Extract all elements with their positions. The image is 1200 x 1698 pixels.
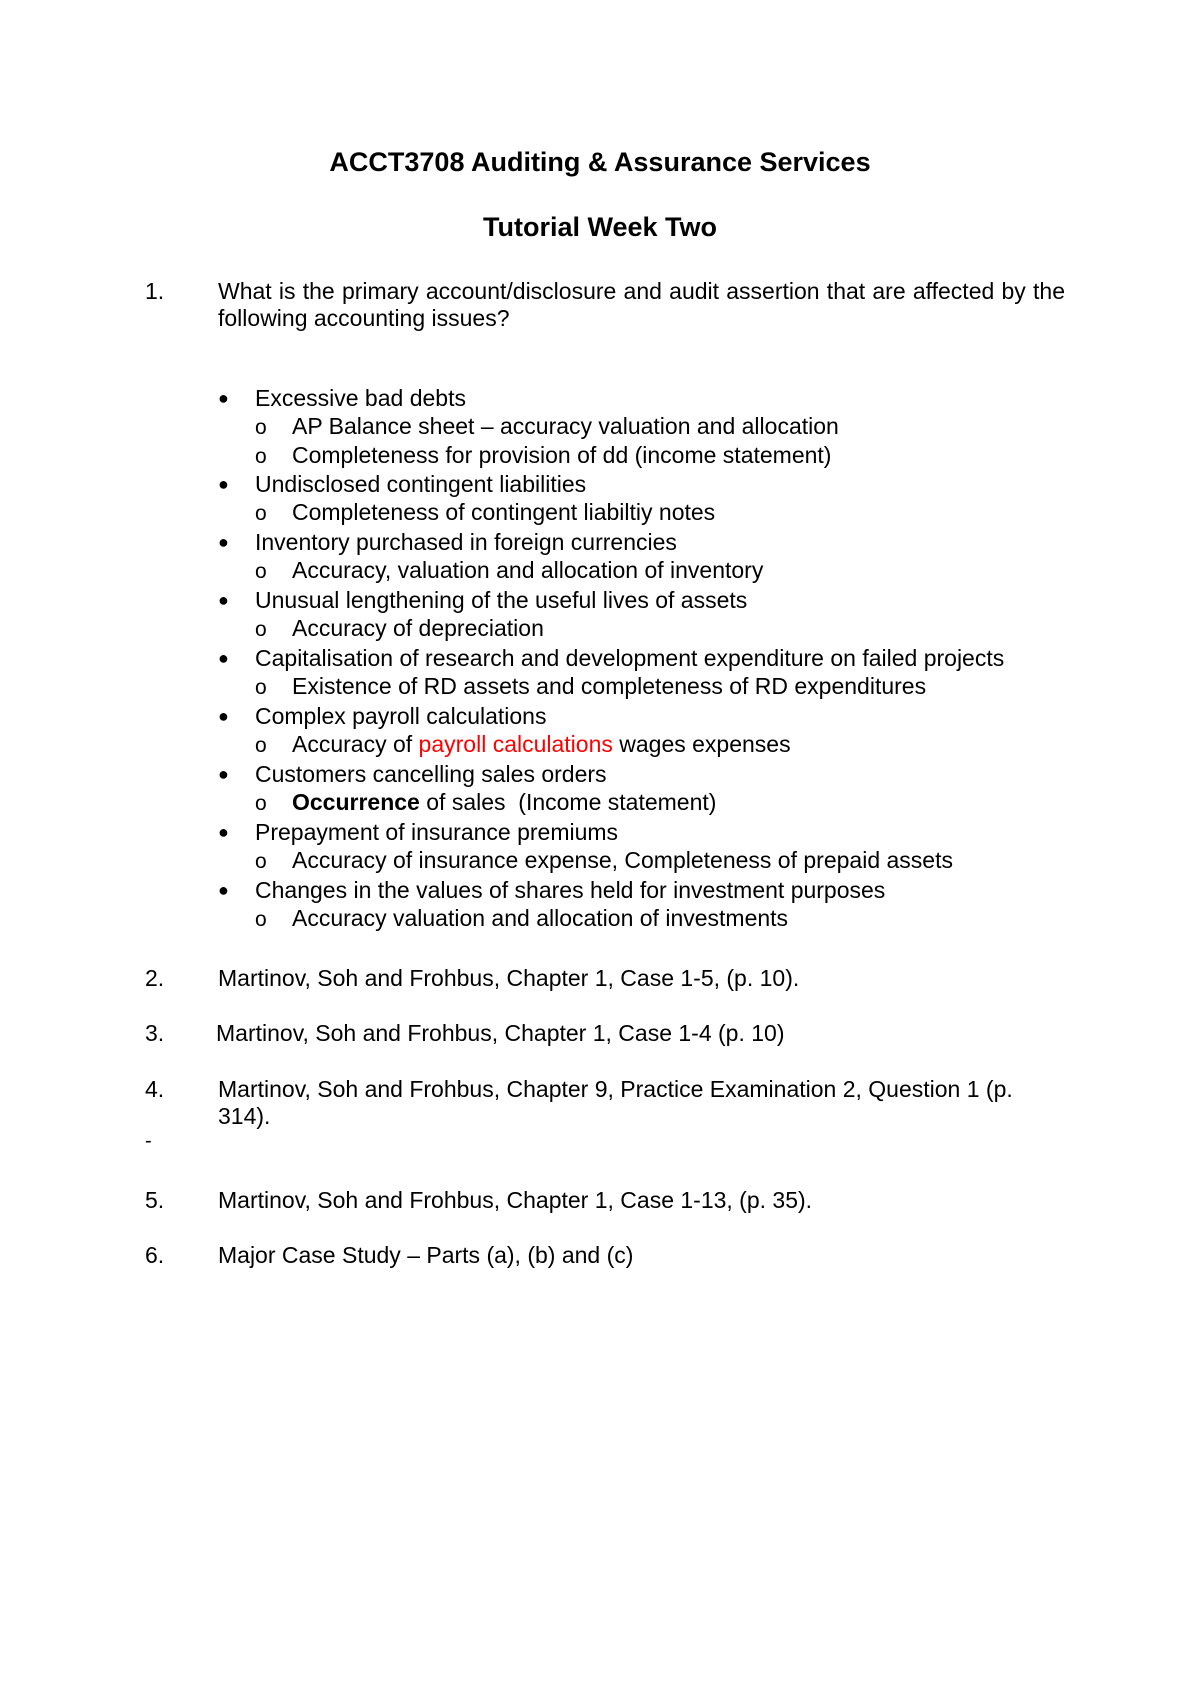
issue-answer: Accuracy of insurance expense, Completeness of prepaid assets — [292, 847, 953, 873]
answer-text: wages expenses — [612, 731, 791, 757]
question-5 — [145, 1187, 1065, 1217]
sub-bullet-icon: o — [255, 792, 267, 815]
question-text: Martinov, Soh and Frohbus, Chapter 1, Case 1-4 (p. 10) — [216, 1020, 785, 1046]
issue-item: Changes in the values of shares held for investment purposes — [255, 877, 886, 903]
question-text: What is the primary account/disclosure and audit assertion that are affected by the following accounting issues? — [218, 278, 1065, 331]
question-number: 6. — [145, 1242, 165, 1268]
sub-bullet-icon: o — [255, 445, 267, 468]
question-1 — [145, 278, 1065, 338]
document-subtitle: Tutorial Week Two — [482, 212, 718, 242]
bullet-icon: ● — [218, 764, 229, 784]
issue-item: Unusual lengthening of the useful lives of assets — [255, 587, 748, 613]
issue-answer: Completeness for provision of dd (income statement) — [292, 442, 832, 468]
sub-bullet-icon: o — [255, 502, 267, 525]
answer-text: Accuracy of — [292, 731, 419, 757]
bullet-icon: ● — [218, 590, 229, 610]
question-text: Martinov, Soh and Frohbus, Chapter 1, Case 1-13, (p. 35). — [218, 1187, 813, 1213]
issue-answer: Accuracy of depreciation — [292, 615, 544, 641]
bullet-icon: ● — [218, 880, 229, 900]
question-2 — [145, 965, 1065, 995]
sub-bullet-icon: o — [255, 676, 267, 699]
question-text: Martinov, Soh and Frohbus, Chapter 9, Practice Examination 2, Question 1 (p. 314). — [218, 1076, 1013, 1129]
issue-answer: Completeness of contingent liabiltiy notes — [292, 499, 716, 525]
question-number: 1. — [145, 278, 165, 304]
question-number: 4. — [145, 1076, 165, 1102]
sub-bullet-icon: o — [255, 618, 267, 641]
issue-item: Capitalisation of research and development expenditure on failed projects — [255, 645, 1005, 671]
bold-answer-text: Occurrence — [292, 789, 420, 815]
stray-dash: - — [145, 1130, 152, 1152]
sub-bullet-icon: o — [255, 908, 267, 931]
issue-answer: Existence of RD assets and completeness of RD expenditures — [292, 673, 927, 699]
issue-answer — [292, 789, 716, 816]
sub-bullet-icon: o — [255, 850, 267, 873]
highlighted-answer-text: payroll calculations — [418, 731, 613, 757]
issue-answer — [292, 731, 791, 758]
issue-item: Customers cancelling sales orders — [255, 761, 607, 787]
bullet-icon: ● — [218, 532, 229, 552]
question-number: 2. — [145, 965, 165, 991]
question-3 — [145, 1020, 1065, 1050]
answer-text: of sales (Income statement) — [419, 789, 717, 815]
issue-item: Complex payroll calculations — [255, 703, 547, 729]
question-6 — [145, 1242, 1065, 1272]
bullet-icon: ● — [218, 822, 229, 842]
issue-answer: AP Balance sheet – accuracy valuation and allocation — [292, 413, 839, 439]
question-text: Major Case Study – Parts (a), (b) and (c) — [218, 1242, 634, 1268]
document-title: ACCT3708 Auditing & Assurance Services — [329, 147, 871, 177]
sub-bullet-icon: o — [255, 734, 267, 757]
question-text: Martinov, Soh and Frohbus, Chapter 1, Case 1-5, (p. 10). — [218, 965, 800, 991]
question-4 — [145, 1076, 1065, 1132]
sub-bullet-icon: o — [255, 416, 267, 439]
issue-item: Inventory purchased in foreign currencies — [255, 529, 677, 555]
bullet-icon: ● — [218, 706, 229, 726]
issue-item: Undisclosed contingent liabilities — [255, 471, 587, 497]
bullet-icon: ● — [218, 388, 229, 408]
issue-answer: Accuracy valuation and allocation of investments — [292, 905, 789, 931]
issue-item: Excessive bad debts — [255, 385, 466, 411]
sub-bullet-icon: o — [255, 560, 267, 583]
bullet-icon: ● — [218, 648, 229, 668]
issue-answer: Accuracy, valuation and allocation of inventory — [292, 557, 764, 583]
bullet-icon: ● — [218, 474, 229, 494]
question-number: 3. — [145, 1020, 165, 1046]
question-number: 5. — [145, 1187, 165, 1213]
issue-item: Prepayment of insurance premiums — [255, 819, 619, 845]
